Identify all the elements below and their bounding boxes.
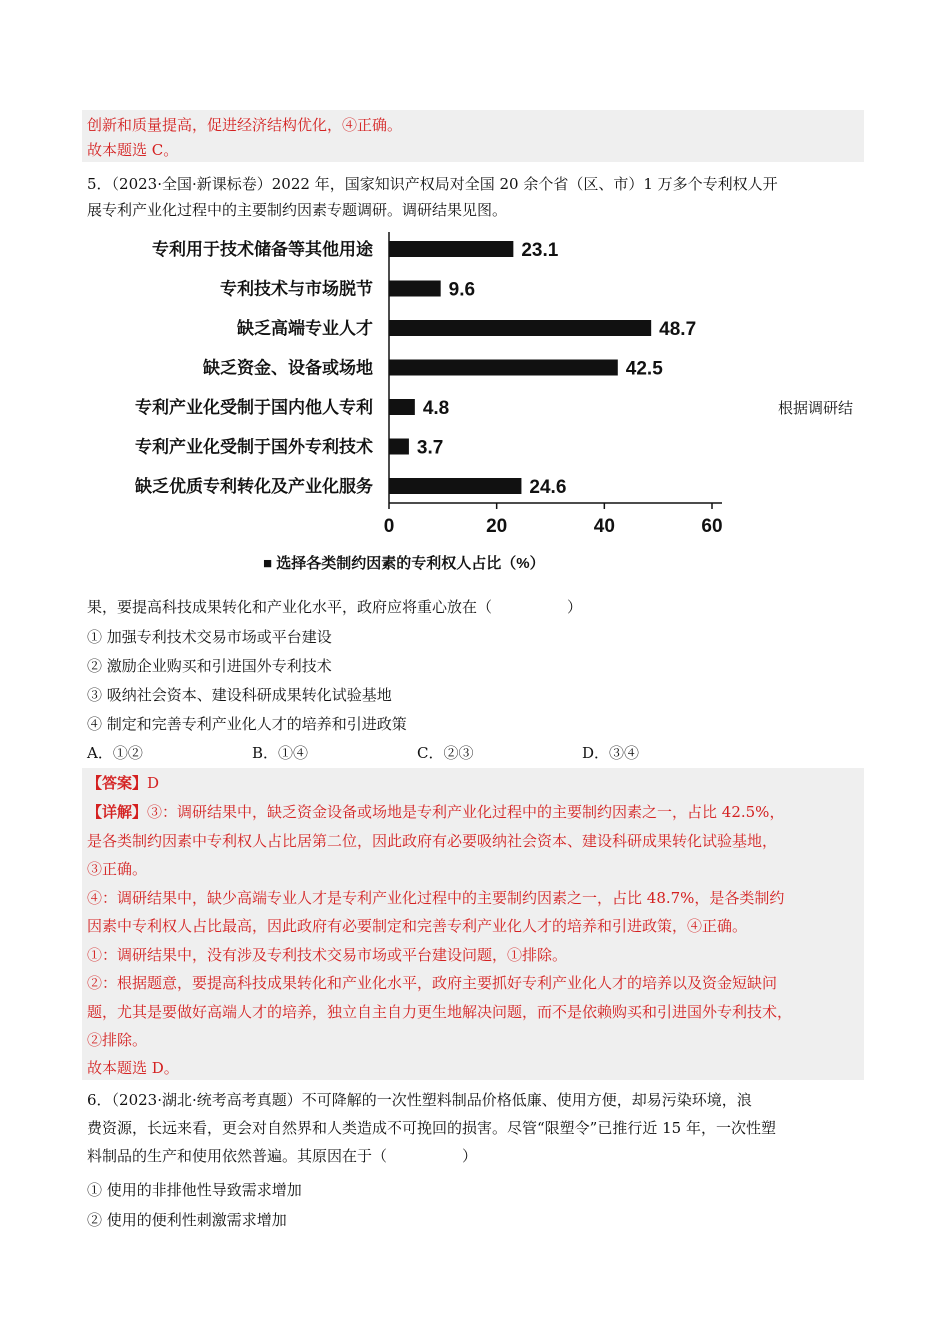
q6-stem-line2: 费资源，长远来看，更会对自然界和人类造成不可挽回的损害。尽管“限塑令”已推行近 15 年，一次性塑: [87, 1119, 776, 1137]
chart-legend: ■ 选择各类制约因素的专利权人占比（%）: [263, 555, 545, 572]
chart-category-label: 专利产业化受制于国外专利技术: [135, 437, 373, 457]
q5-stem-line1: 5．（2023·全国·新课标卷）2022 年，国家知识产权局对全国 20 余个省（区、市）1 万多个专利权人开: [87, 175, 778, 193]
chart-category-label: 缺乏高端专业人才: [237, 319, 373, 338]
prev-answer-line: 创新和质量提高，促进经济结构优化，④正确。: [87, 116, 403, 134]
q5-answer-line: [87, 773, 159, 793]
chart-bar: [389, 241, 513, 257]
chart-bar: [389, 320, 651, 336]
q5-detail-line: ①：调研结果中，没有涉及专利技术交易市场或平台建设问题，①排除。: [87, 946, 568, 964]
chart-bar: [389, 478, 521, 494]
survey-bar-chart: [0, 0, 950, 600]
q6-item-1: ① 使用的非排他性导致需求增加: [87, 1181, 302, 1199]
chart-category-label: 专利技术与市场脱节: [220, 279, 373, 299]
answer-value: D: [147, 774, 160, 792]
chart-bar: [389, 399, 415, 415]
q5-option-a[interactable]: A．①②: [87, 744, 143, 762]
chart-x-tick-label: 40: [593, 516, 615, 537]
q5-side-text: 根据调研结: [778, 399, 854, 417]
q5-detail-line: ④：调研结果中，缺少高端专业人才是专利产业化过程中的主要制约因素之一，占比 48.7%，是各类制约: [87, 889, 785, 907]
q5-item-2: ② 激励企业购买和引进国外专利技术: [87, 657, 332, 675]
q6-stem-line1: 6．（2023·湖北·统考高考真题）不可降解的一次性塑料制品价格低廉、使用方便，却易污染环境，浪: [87, 1091, 752, 1109]
q5-detail-line: ②：根据题意，要提高科技成果转化和产业化水平，政府主要抓好专利产业化人才的培养以及资金短缺问: [87, 974, 778, 992]
chart-bar: [389, 281, 441, 297]
chart-value-label: 23.1: [521, 240, 559, 261]
q6-item-2: ② 使用的便利性刺激需求增加: [87, 1211, 287, 1229]
q5-detail-line: ③正确。: [87, 860, 148, 878]
q5-item-1: ① 加强专利技术交易市场或平台建设: [87, 628, 332, 646]
q5-item-3: ③ 吸纳社会资本、建设科研成果转化试验基地: [87, 686, 392, 704]
q5-detail-line: 因素中专利权人占比最高，因此政府有必要制定和完善专利产业化人才的培养和引进政策，④正确。: [87, 917, 748, 935]
q5-item-4: ④ 制定和完善专利产业化人才的培养和引进政策: [87, 715, 407, 733]
detail-label: 【详解】: [87, 803, 148, 821]
chart-x-tick-label: 20: [486, 516, 508, 537]
q5-option-c[interactable]: C．②③: [417, 744, 474, 762]
chart-bar: [389, 439, 409, 455]
chart-category-label: 缺乏资金、设备或场地: [203, 358, 373, 378]
chart-value-label: 4.8: [422, 398, 450, 419]
chart-category-label: 专利产业化受制于国内他人专利: [135, 398, 373, 417]
chart-value-label: 48.7: [659, 319, 697, 340]
chart-value-label: 9.6: [448, 279, 476, 301]
q5-stem-line3: 果，要提高科技成果转化和产业化水平，政府应将重心放在（ ）: [87, 598, 583, 616]
q5-option-b[interactable]: B．①④: [252, 744, 309, 762]
chart-value-label: 3.7: [416, 437, 444, 459]
chart-value-label: 24.6: [529, 477, 567, 498]
answer-label: 【答案】: [87, 774, 148, 792]
q5-conclusion: 故本题选 D。: [87, 1059, 179, 1077]
q5-stem-line2: 展专利产业化过程中的主要制约因素专题调研。调研结果见图。: [87, 201, 508, 219]
chart-category-label: 缺乏优质专利转化及产业化服务: [135, 477, 373, 496]
q5-option-d[interactable]: D．③④: [582, 744, 640, 762]
q5-detail-line: 题，尤其是要做好高端人才的培养，独立自主自力更生地解决问题，而不是依赖购买和引进国外专利技术，: [87, 1003, 793, 1021]
q5-detail-line: ②排除。: [87, 1031, 148, 1049]
chart-category-label: 专利用于技术储备等其他用途: [152, 240, 373, 259]
q5-detail-line: 【详解】③：调研结果中，缺乏资金设备或场地是专利产业化过程中的主要制约因素之一，占比 42.5%，: [87, 803, 785, 821]
chart-value-label: 42.5: [625, 358, 663, 380]
q5-detail-line: 是各类制约因素中专利权人占比居第二位，因此政府有必要吸纳社会资本、建设科研成果转化试验基地，: [87, 832, 778, 850]
chart-x-tick-label: 60: [701, 516, 723, 537]
chart-x-tick-label: 0: [383, 516, 395, 537]
q6-stem-line3: 料制品的生产和使用依然普遍。其原因在于（ ）: [87, 1147, 478, 1165]
chart-bar: [389, 360, 618, 376]
prev-answer-conclusion: 故本题选 C。: [87, 141, 179, 159]
